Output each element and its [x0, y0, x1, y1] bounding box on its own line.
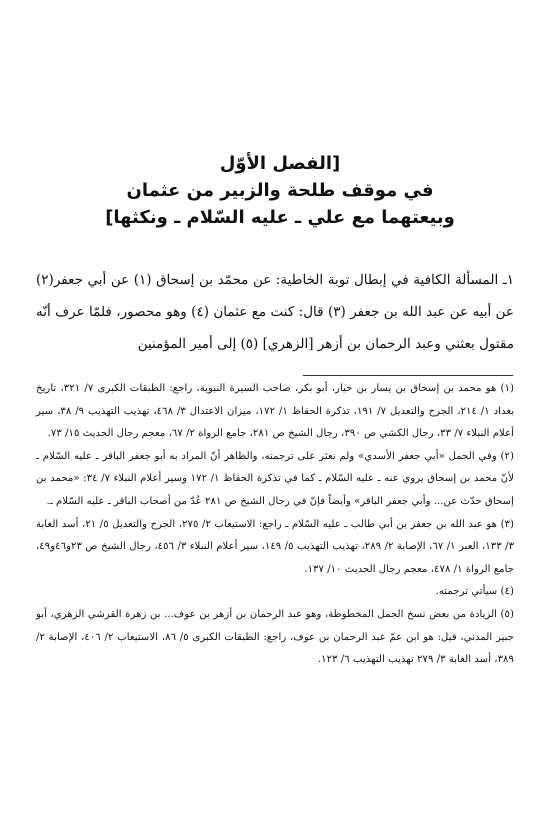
chapter-heading [70, 150, 490, 231]
footnote-divider [303, 375, 513, 376]
footnotes-section [36, 378, 514, 672]
footnote-4: (٤) سيأتي ترجمته. [435, 586, 514, 598]
footnote-2: (٢) وفي الجمل «أبي جعفر الأسدي» ولم نعثر على ترجمته، والظاهر أنّ المراد به أبو جعفر الباقر ـ عليه السّلام ـ لأنّ محمد بن إسحاق يروي عنه ـ عليه السّلام ـ كما في تذكرة الحفاظ ١/ ١٧٢ وسير أعلام النبلاء ٧/ ٣٤: «محمد بن إسحاق حدّث عن... وأبي جعفر الباقر» وأيضاً فإنّ في رجال الشيخ ص ٢٨١ عُدّ من أصحاب الباقر ـ عليه السّلام ـ. [36, 450, 515, 507]
main-paragraph: ١ـ المسألة الكافية في إبطال توبة الخاطية: عن محمّد بن إسحاق (١) عن أبي جعفر(٢) عن أبيه عن عبد الله بن جعفر (٣) قال: كنت مع عثمان (٤) وهو محصور، فلمّا عرف أنّه مقتول بعثني وعبد الرحمان بن أزهر [الزهري] (٥) إلى أمير المؤمنين [36, 272, 514, 352]
chapter-subtitle-line-2: وبيعتهما مع علي ـ عليه السّلام ـ ونكثها] [105, 207, 455, 228]
footnote-3: (٣) هو عبد الله بن جعفر بن أبي طالب ـ عليه السّلام ـ راجع: الاستيعاب ٢/ ٢٧٥، الجرح والتعديل ٥/ ٢١، أسد الغابة ٣/ ١٣٣، العبر ١/ ٦٧، الإصابة ٢/ ٢٨٩، تهذيب التهذيب ٥/ ١٤٩، سير أعلام النبلاء ٣/ ٤٥٦، رجال الشيخ ص ٢٣و٤٦و٤٩، جامع الرواة ١/ ٤٧٨، معجم رجال الحديث ١٠/ ١٣٧. [36, 518, 515, 575]
footnote-5: (٥) الزيادة من بعض نسخ الجمل المخطوطة، وهو عبد الرحمان بن أزهر بن عوف... بن زهرة القرشي الزهري، أبو جبير المدني، قيل: هو ابن عمّ عبد الرحمان بن عوف، راجع: الطبقات الكبرى ٥/ ٨٦، الاستيعاب ٢/ ٤٠٦، الإصابة ٢/ ٣٨٩، أسد الغابة ٣/ ٢٧٩ تهذيب التهذيب ٦/ ١٢٣. [36, 608, 515, 666]
chapter-subtitle-line-1: في موقف طلحة والزبير من عثمان [126, 180, 434, 201]
chapter-title: [الفصل الأوّل [219, 153, 341, 174]
footnote-1: (١) هو محمد بن إسحاق بن يسار بن خيار، أبو بكر، صاحب السيرة النبوية، راجع: الطبقات الكبرى ٧/ ٣٢١، تاريخ بغداد ١/ ٢١٤، الجرح والتعديل ٧/ ١٩١، تذكرة الحفاظ ١/ ١٧٢، ميزان الاعتدال ٣/ ٤٦٨، تهذيب التهذيب ٩/ ٣٨، سير أعلام النبلاء ٧/ ٣٣، رجال الكشي ص ٣٩٠، رجال الشيخ ص ٢٨١، جامع الرواة ٢/ ٦٧، معجم رجال الحديث ١٥/ ٧٣. [36, 383, 515, 440]
